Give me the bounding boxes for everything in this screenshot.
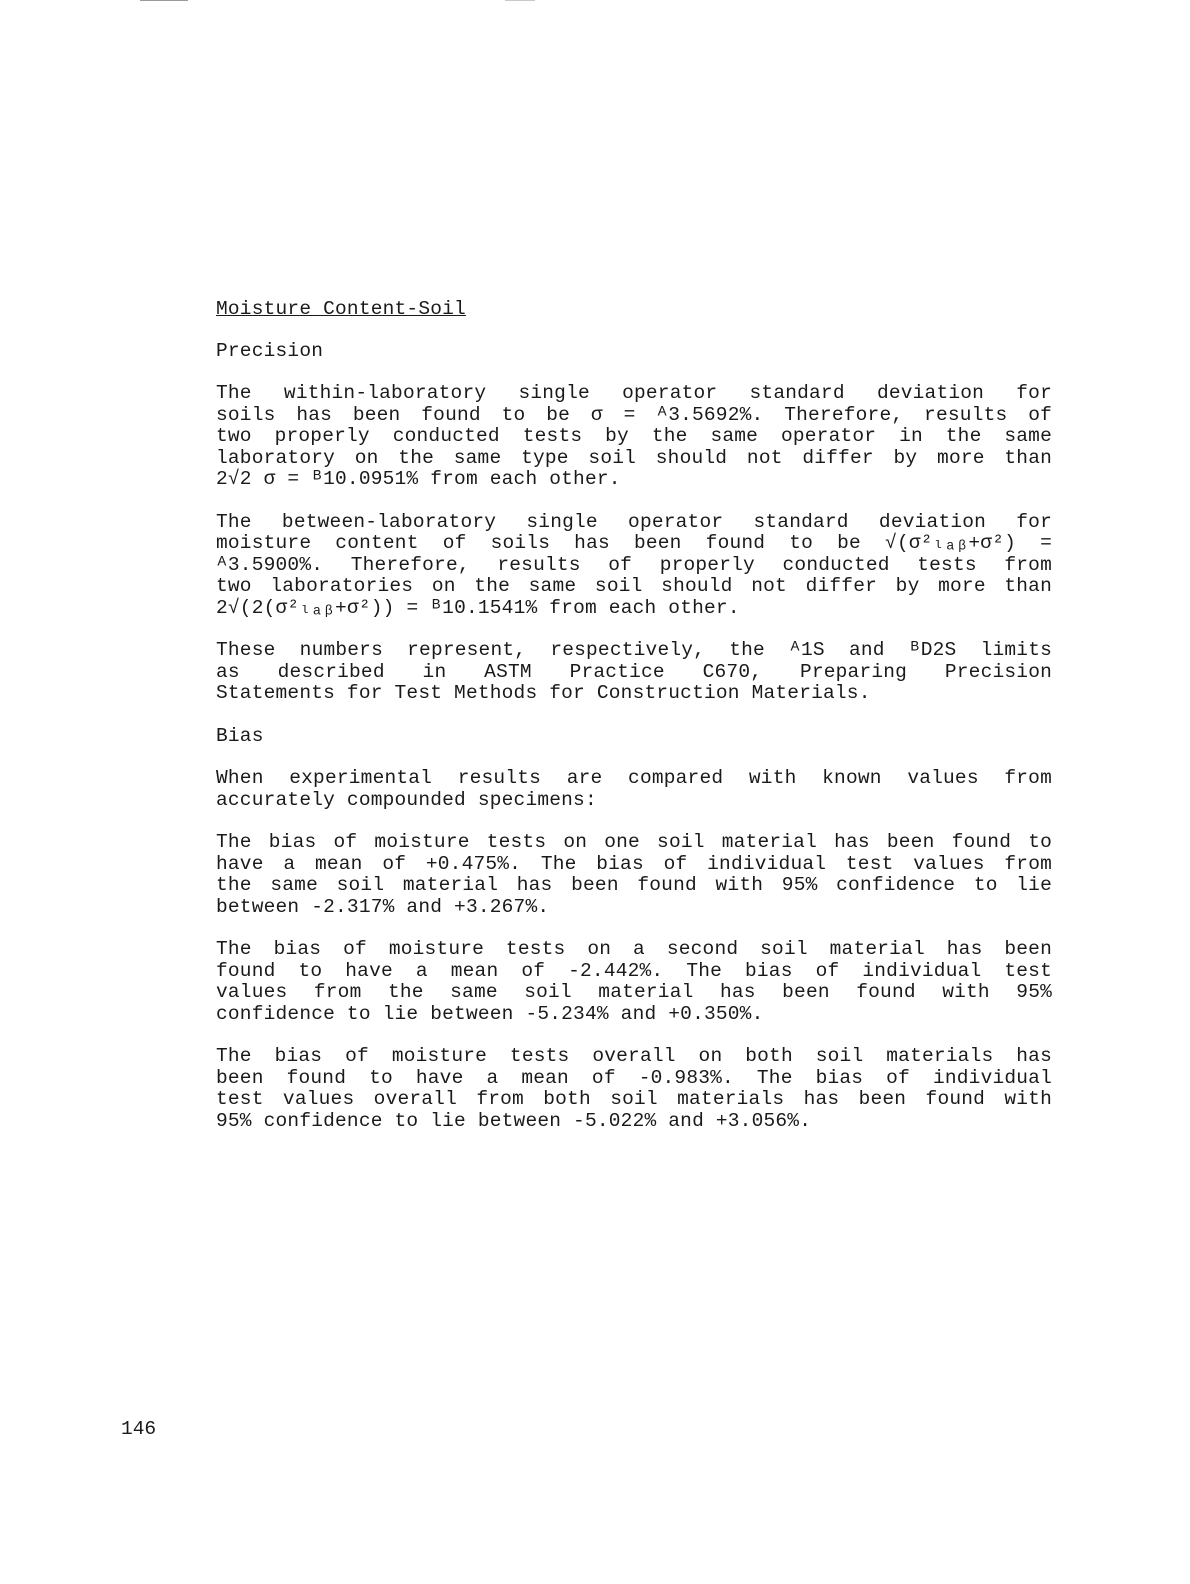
text-line: have a mean of +0.475%. The bias of individual test values from	[216, 852, 1052, 875]
text-line: 2√(2(σ²ₗₐᵦ+σ²)) = ᴮ10.1541% from each other.	[216, 596, 740, 619]
paragraph	[216, 768, 1052, 811]
document-body	[216, 299, 1052, 1153]
text-line: The bias of moisture tests on a second soil material has been	[216, 938, 1052, 960]
document-title: Moisture Content-Soil	[216, 298, 466, 320]
sections-container	[216, 341, 1052, 1133]
text-line: soils has been found to be σ = ᴬ3.5692%. Therefore, results of	[216, 403, 1052, 426]
text-line: as described in ASTM Practice C670, Preparing Precision	[216, 660, 1052, 683]
paragraph	[216, 383, 1052, 491]
text-line: been found to have a mean of -0.983%. The bias of individual	[216, 1066, 1052, 1089]
text-line: The between-laboratory single operator standard deviation for	[216, 510, 1052, 533]
scan-artifact	[140, 0, 188, 1]
text-line: moisture content of soils has been found to be √(σ²ₗₐᵦ+σ²) =	[216, 532, 1052, 554]
text-line: accurately compounded specimens:	[216, 788, 597, 811]
text-line: between -2.317% and +3.267%.	[216, 895, 550, 918]
text-line: test values overall from both soil materials has been found with	[216, 1088, 1052, 1110]
text-line: ᴬ3.5900%. Therefore, results of properly conducted tests from	[216, 553, 1052, 576]
paragraph	[216, 832, 1052, 918]
text-line: the same soil material has been found with 95% confidence to lie	[216, 874, 1052, 896]
text-line: found to have a mean of -2.442%. The bias of individual test	[216, 959, 1052, 982]
text-line: The within-laboratory single operator standard deviation for	[216, 382, 1052, 404]
paragraph	[216, 512, 1052, 620]
text-line: Statements for Test Methods for Construction Materials.	[216, 682, 871, 704]
text-line: two laboratories on the same soil should not differ by more than	[216, 575, 1052, 597]
text-line: two properly conducted tests by the same operator in the same	[216, 425, 1052, 447]
text-line: The bias of moisture tests overall on both soil materials has	[216, 1045, 1052, 1067]
page-number: 146	[121, 1418, 157, 1440]
text-line: These numbers represent, respectively, the ᴬ1S and ᴮD2S limits	[216, 639, 1052, 661]
text-line: confidence to lie between -5.234% and +0.350%.	[216, 1002, 764, 1025]
text-line: When experimental results are compared with known values from	[216, 767, 1052, 789]
text-line: 2√2 σ = ᴮ10.0951% from each other.	[216, 468, 621, 490]
text-line: The bias of moisture tests on one soil material has been found to	[216, 831, 1052, 853]
text-line: laboratory on the same type soil should not differ by more than	[216, 446, 1052, 469]
text-line: 95% confidence to lie between -5.022% and +3.056%.	[216, 1109, 812, 1132]
paragraph	[216, 640, 1052, 705]
paragraph	[216, 1046, 1052, 1132]
text-line: values from the same soil material has been found with 95%	[216, 981, 1052, 1003]
scan-artifact	[505, 0, 535, 1]
section-heading: Precision	[216, 339, 324, 362]
paragraph	[216, 939, 1052, 1025]
section-heading: Bias	[216, 724, 264, 747]
